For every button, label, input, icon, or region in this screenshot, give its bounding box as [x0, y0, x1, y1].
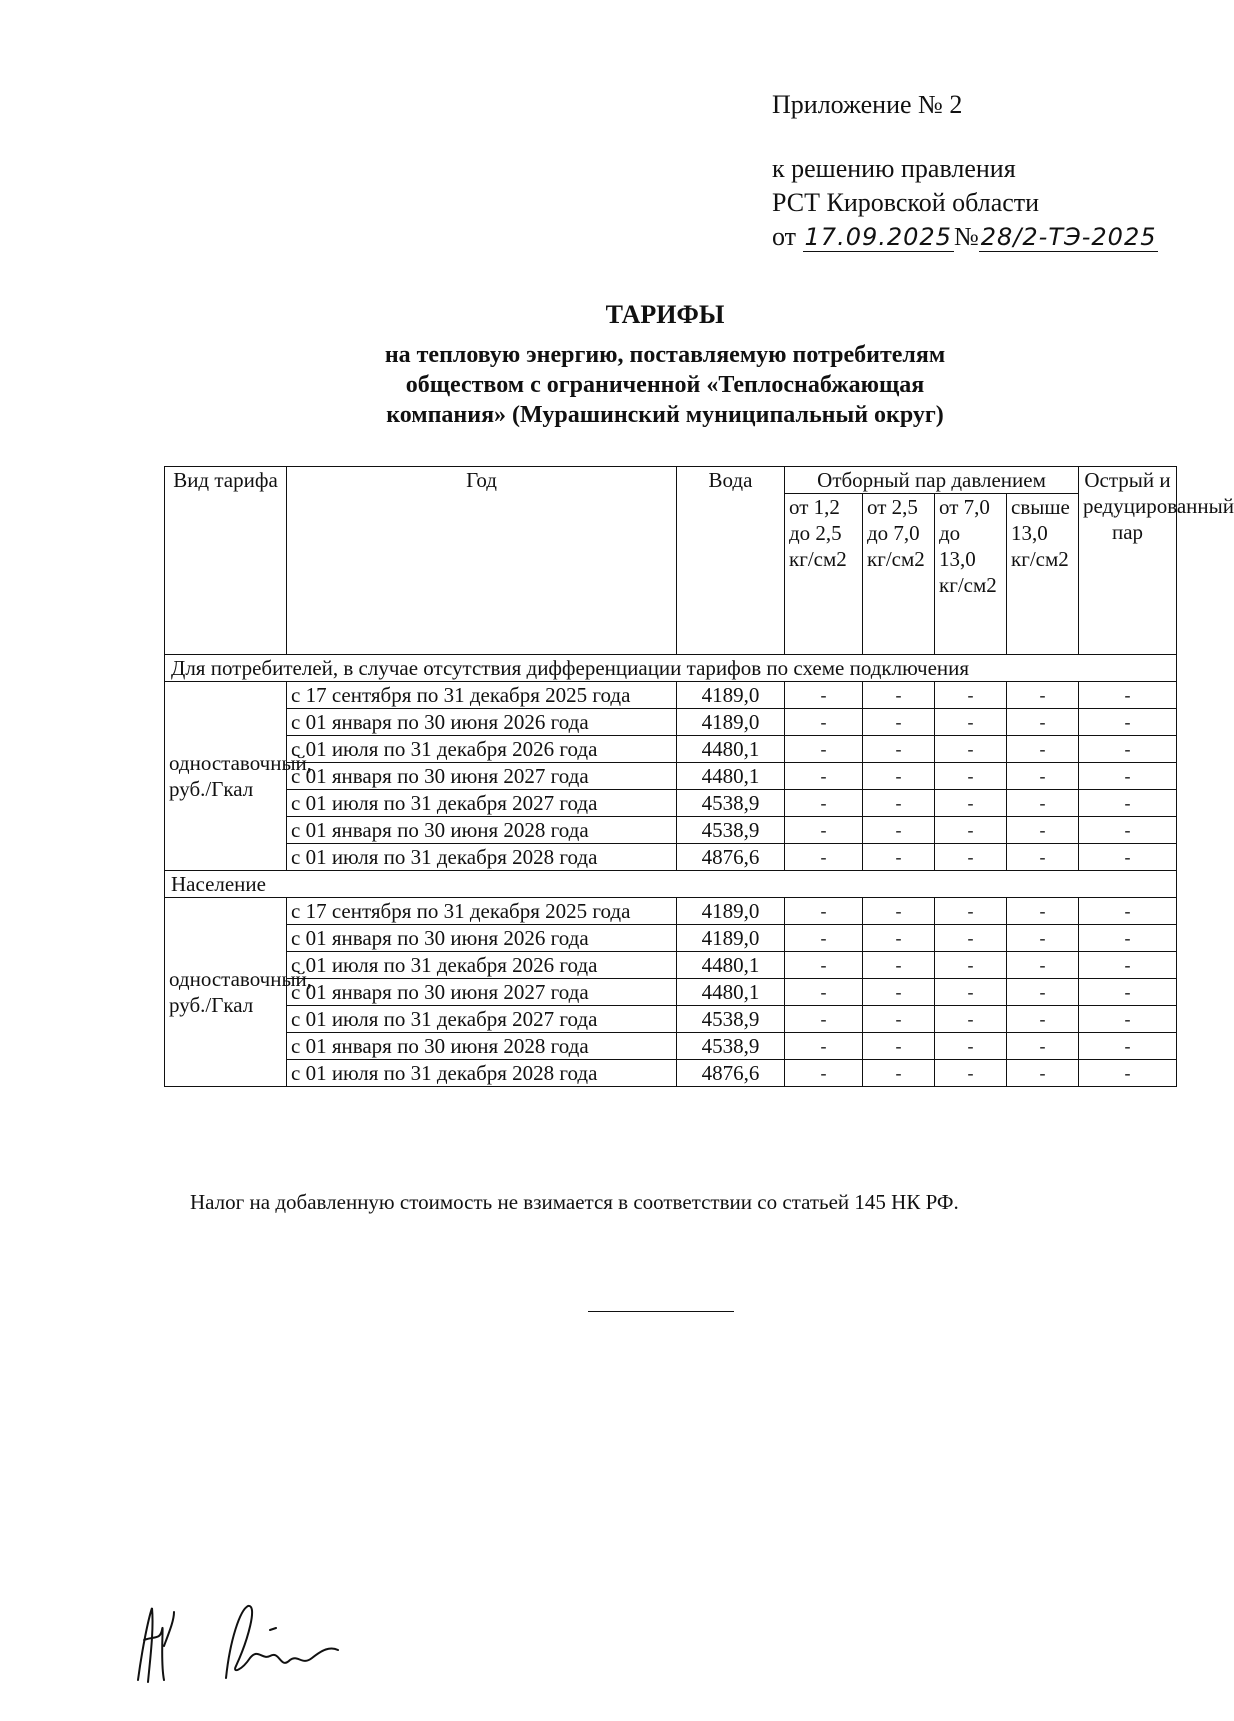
empty-tariff-cell: - — [863, 898, 935, 925]
empty-tariff-cell: - — [1007, 925, 1079, 952]
header-water: Вода — [677, 467, 785, 655]
empty-tariff-cell: - — [935, 1006, 1007, 1033]
tariff-table — [164, 466, 1234, 1087]
from-label: от — [772, 222, 797, 251]
empty-tariff-cell: - — [1007, 1006, 1079, 1033]
appendix-line-2: РСТ Кировской области — [772, 188, 1040, 217]
decision-number: 28/2-ТЭ-2025 — [980, 223, 1157, 251]
water-tariff-cell: 4538,9 — [677, 1033, 785, 1060]
water-tariff-cell: 4876,6 — [677, 844, 785, 871]
empty-tariff-cell: - — [1007, 1033, 1079, 1060]
empty-tariff-cell: - — [863, 682, 935, 709]
empty-tariff-cell: - — [785, 925, 863, 952]
header-sharp-steam: Острый и редуцированный пар — [1079, 467, 1177, 655]
empty-tariff-cell: - — [863, 763, 935, 790]
period-cell: с 01 июля по 31 декабря 2027 года — [287, 1006, 677, 1033]
water-tariff-cell: 4480,1 — [677, 736, 785, 763]
heading-line-2: обществом с ограниченной «Теплоснабжающая — [405, 372, 925, 398]
header-pressure-4: свыше 13,0 кг/см2 — [1007, 494, 1079, 655]
period-cell: с 01 января по 30 июня 2028 года — [287, 817, 677, 844]
period-cell: с 01 июля по 31 декабря 2026 года — [287, 952, 677, 979]
empty-tariff-cell: - — [1079, 979, 1177, 1006]
table-row — [165, 817, 1177, 844]
header-steam: Отборный пар давлением — [785, 467, 1079, 494]
period-cell: с 01 января по 30 июня 2027 года — [287, 763, 677, 790]
appendix-title: Приложение № 2 — [772, 90, 963, 119]
number-label: № — [953, 222, 979, 251]
empty-tariff-cell: - — [935, 952, 1007, 979]
empty-tariff-cell: - — [785, 1060, 863, 1087]
table-row — [165, 763, 1177, 790]
empty-tariff-cell: - — [863, 736, 935, 763]
header-kind: Вид тарифа — [165, 467, 287, 655]
empty-tariff-cell: - — [935, 790, 1007, 817]
end-divider — [588, 1311, 734, 1312]
empty-tariff-cell: - — [1079, 763, 1177, 790]
table-row — [165, 979, 1177, 1006]
empty-tariff-cell: - — [1007, 790, 1079, 817]
water-tariff-cell: 4480,1 — [677, 952, 785, 979]
empty-tariff-cell: - — [863, 952, 935, 979]
appendix-line-1: к решению правления — [772, 154, 1016, 183]
empty-tariff-cell: - — [1007, 682, 1079, 709]
tariff-kind-cell: одноставочный, руб./Гкал — [165, 898, 287, 1087]
empty-tariff-cell: - — [1079, 736, 1177, 763]
header-pressure-3: от 7,0 до 13,0 кг/см2 — [935, 494, 1007, 655]
empty-tariff-cell: - — [785, 898, 863, 925]
empty-tariff-cell: - — [863, 709, 935, 736]
empty-tariff-cell: - — [1079, 898, 1177, 925]
heading-line-3: компания» (Мурашинский муниципальный округ) — [386, 402, 944, 428]
heading-title: ТАРИФЫ — [605, 300, 725, 329]
empty-tariff-cell: - — [863, 817, 935, 844]
period-cell: с 01 июля по 31 декабря 2026 года — [287, 736, 677, 763]
empty-tariff-cell: - — [1079, 925, 1177, 952]
empty-tariff-cell: - — [785, 844, 863, 871]
water-tariff-cell: 4189,0 — [677, 709, 785, 736]
header-pressure-1: от 1,2 до 2,5 кг/см2 — [785, 494, 863, 655]
empty-tariff-cell: - — [785, 817, 863, 844]
table-row — [165, 1060, 1177, 1087]
water-tariff-cell: 4538,9 — [677, 1006, 785, 1033]
empty-tariff-cell: - — [1007, 736, 1079, 763]
empty-tariff-cell: - — [935, 844, 1007, 871]
empty-tariff-cell: - — [1007, 979, 1079, 1006]
empty-tariff-cell: - — [1079, 682, 1177, 709]
section-consumers — [165, 682, 1177, 871]
empty-tariff-cell: - — [785, 736, 863, 763]
section-population — [165, 898, 1177, 1087]
signature-initials — [130, 1600, 360, 1695]
period-cell: с 01 января по 30 июня 2028 года — [287, 1033, 677, 1060]
empty-tariff-cell: - — [863, 1060, 935, 1087]
table-row — [165, 952, 1177, 979]
table-row — [165, 682, 1177, 709]
empty-tariff-cell: - — [863, 844, 935, 871]
water-tariff-cell: 4189,0 — [677, 682, 785, 709]
empty-tariff-cell: - — [935, 763, 1007, 790]
empty-tariff-cell: - — [1007, 898, 1079, 925]
empty-tariff-cell: - — [863, 790, 935, 817]
table-row — [165, 1006, 1177, 1033]
empty-tariff-cell: - — [785, 763, 863, 790]
period-cell: с 17 сентября по 31 декабря 2025 года — [287, 898, 677, 925]
table-row — [165, 790, 1177, 817]
empty-tariff-cell: - — [1007, 952, 1079, 979]
empty-tariff-cell: - — [1007, 763, 1079, 790]
water-tariff-cell: 4480,1 — [677, 763, 785, 790]
empty-tariff-cell: - — [1079, 817, 1177, 844]
empty-tariff-cell: - — [935, 925, 1007, 952]
appendix-date-line — [772, 220, 1158, 254]
empty-tariff-cell: - — [785, 790, 863, 817]
period-cell: с 01 июля по 31 декабря 2028 года — [287, 844, 677, 871]
table-row — [165, 1033, 1177, 1060]
period-cell: с 01 января по 30 июня 2026 года — [287, 709, 677, 736]
empty-tariff-cell: - — [1079, 1033, 1177, 1060]
empty-tariff-cell: - — [935, 979, 1007, 1006]
tariff-kind-cell: одноставочный, руб./Гкал — [165, 682, 287, 871]
empty-tariff-cell: - — [1079, 790, 1177, 817]
header-year: Год — [287, 467, 677, 655]
empty-tariff-cell: - — [1079, 1006, 1177, 1033]
table-row — [165, 736, 1177, 763]
empty-tariff-cell: - — [785, 682, 863, 709]
water-tariff-cell: 4189,0 — [677, 898, 785, 925]
empty-tariff-cell: - — [935, 736, 1007, 763]
table-row — [165, 844, 1177, 871]
empty-tariff-cell: - — [1007, 709, 1079, 736]
section-title-consumers: Для потребителей, в случае отсутствия дифференциации тарифов по схеме подключения — [165, 655, 1177, 682]
empty-tariff-cell: - — [1079, 1060, 1177, 1087]
vat-note: Налог на добавленную стоимость не взимается в соответствии со статьей 145 НК РФ. — [190, 1190, 959, 1214]
water-tariff-cell: 4538,9 — [677, 817, 785, 844]
empty-tariff-cell: - — [863, 979, 935, 1006]
empty-tariff-cell: - — [935, 817, 1007, 844]
empty-tariff-cell: - — [935, 1033, 1007, 1060]
decision-date: 17.09.2025 — [804, 223, 952, 251]
empty-tariff-cell: - — [863, 925, 935, 952]
water-tariff-cell: 4876,6 — [677, 1060, 785, 1087]
empty-tariff-cell: - — [935, 682, 1007, 709]
empty-tariff-cell: - — [785, 709, 863, 736]
empty-tariff-cell: - — [1007, 817, 1079, 844]
empty-tariff-cell: - — [785, 1033, 863, 1060]
document-heading — [160, 300, 1170, 430]
empty-tariff-cell: - — [1079, 952, 1177, 979]
table-row — [165, 898, 1177, 925]
period-cell: с 01 июля по 31 декабря 2028 года — [287, 1060, 677, 1087]
empty-tariff-cell: - — [935, 1060, 1007, 1087]
empty-tariff-cell: - — [1007, 844, 1079, 871]
water-tariff-cell: 4538,9 — [677, 790, 785, 817]
period-cell: с 17 сентября по 31 декабря 2025 года — [287, 682, 677, 709]
section-title-population: Население — [165, 871, 1177, 898]
empty-tariff-cell: - — [785, 952, 863, 979]
empty-tariff-cell: - — [935, 709, 1007, 736]
water-tariff-cell: 4189,0 — [677, 925, 785, 952]
empty-tariff-cell: - — [863, 1033, 935, 1060]
table-row — [165, 709, 1177, 736]
period-cell: с 01 января по 30 июня 2026 года — [287, 925, 677, 952]
period-cell: с 01 июля по 31 декабря 2027 года — [287, 790, 677, 817]
empty-tariff-cell: - — [1007, 1060, 1079, 1087]
empty-tariff-cell: - — [785, 1006, 863, 1033]
appendix-block — [772, 88, 1158, 254]
empty-tariff-cell: - — [785, 979, 863, 1006]
period-cell: с 01 января по 30 июня 2027 года — [287, 979, 677, 1006]
heading-line-1: на тепловую энергию, поставляемую потребителям — [384, 342, 946, 368]
table-row — [165, 925, 1177, 952]
water-tariff-cell: 4480,1 — [677, 979, 785, 1006]
header-pressure-2: от 2,5 до 7,0 кг/см2 — [863, 494, 935, 655]
empty-tariff-cell: - — [1079, 709, 1177, 736]
empty-tariff-cell: - — [935, 898, 1007, 925]
empty-tariff-cell: - — [863, 1006, 935, 1033]
empty-tariff-cell: - — [1079, 844, 1177, 871]
